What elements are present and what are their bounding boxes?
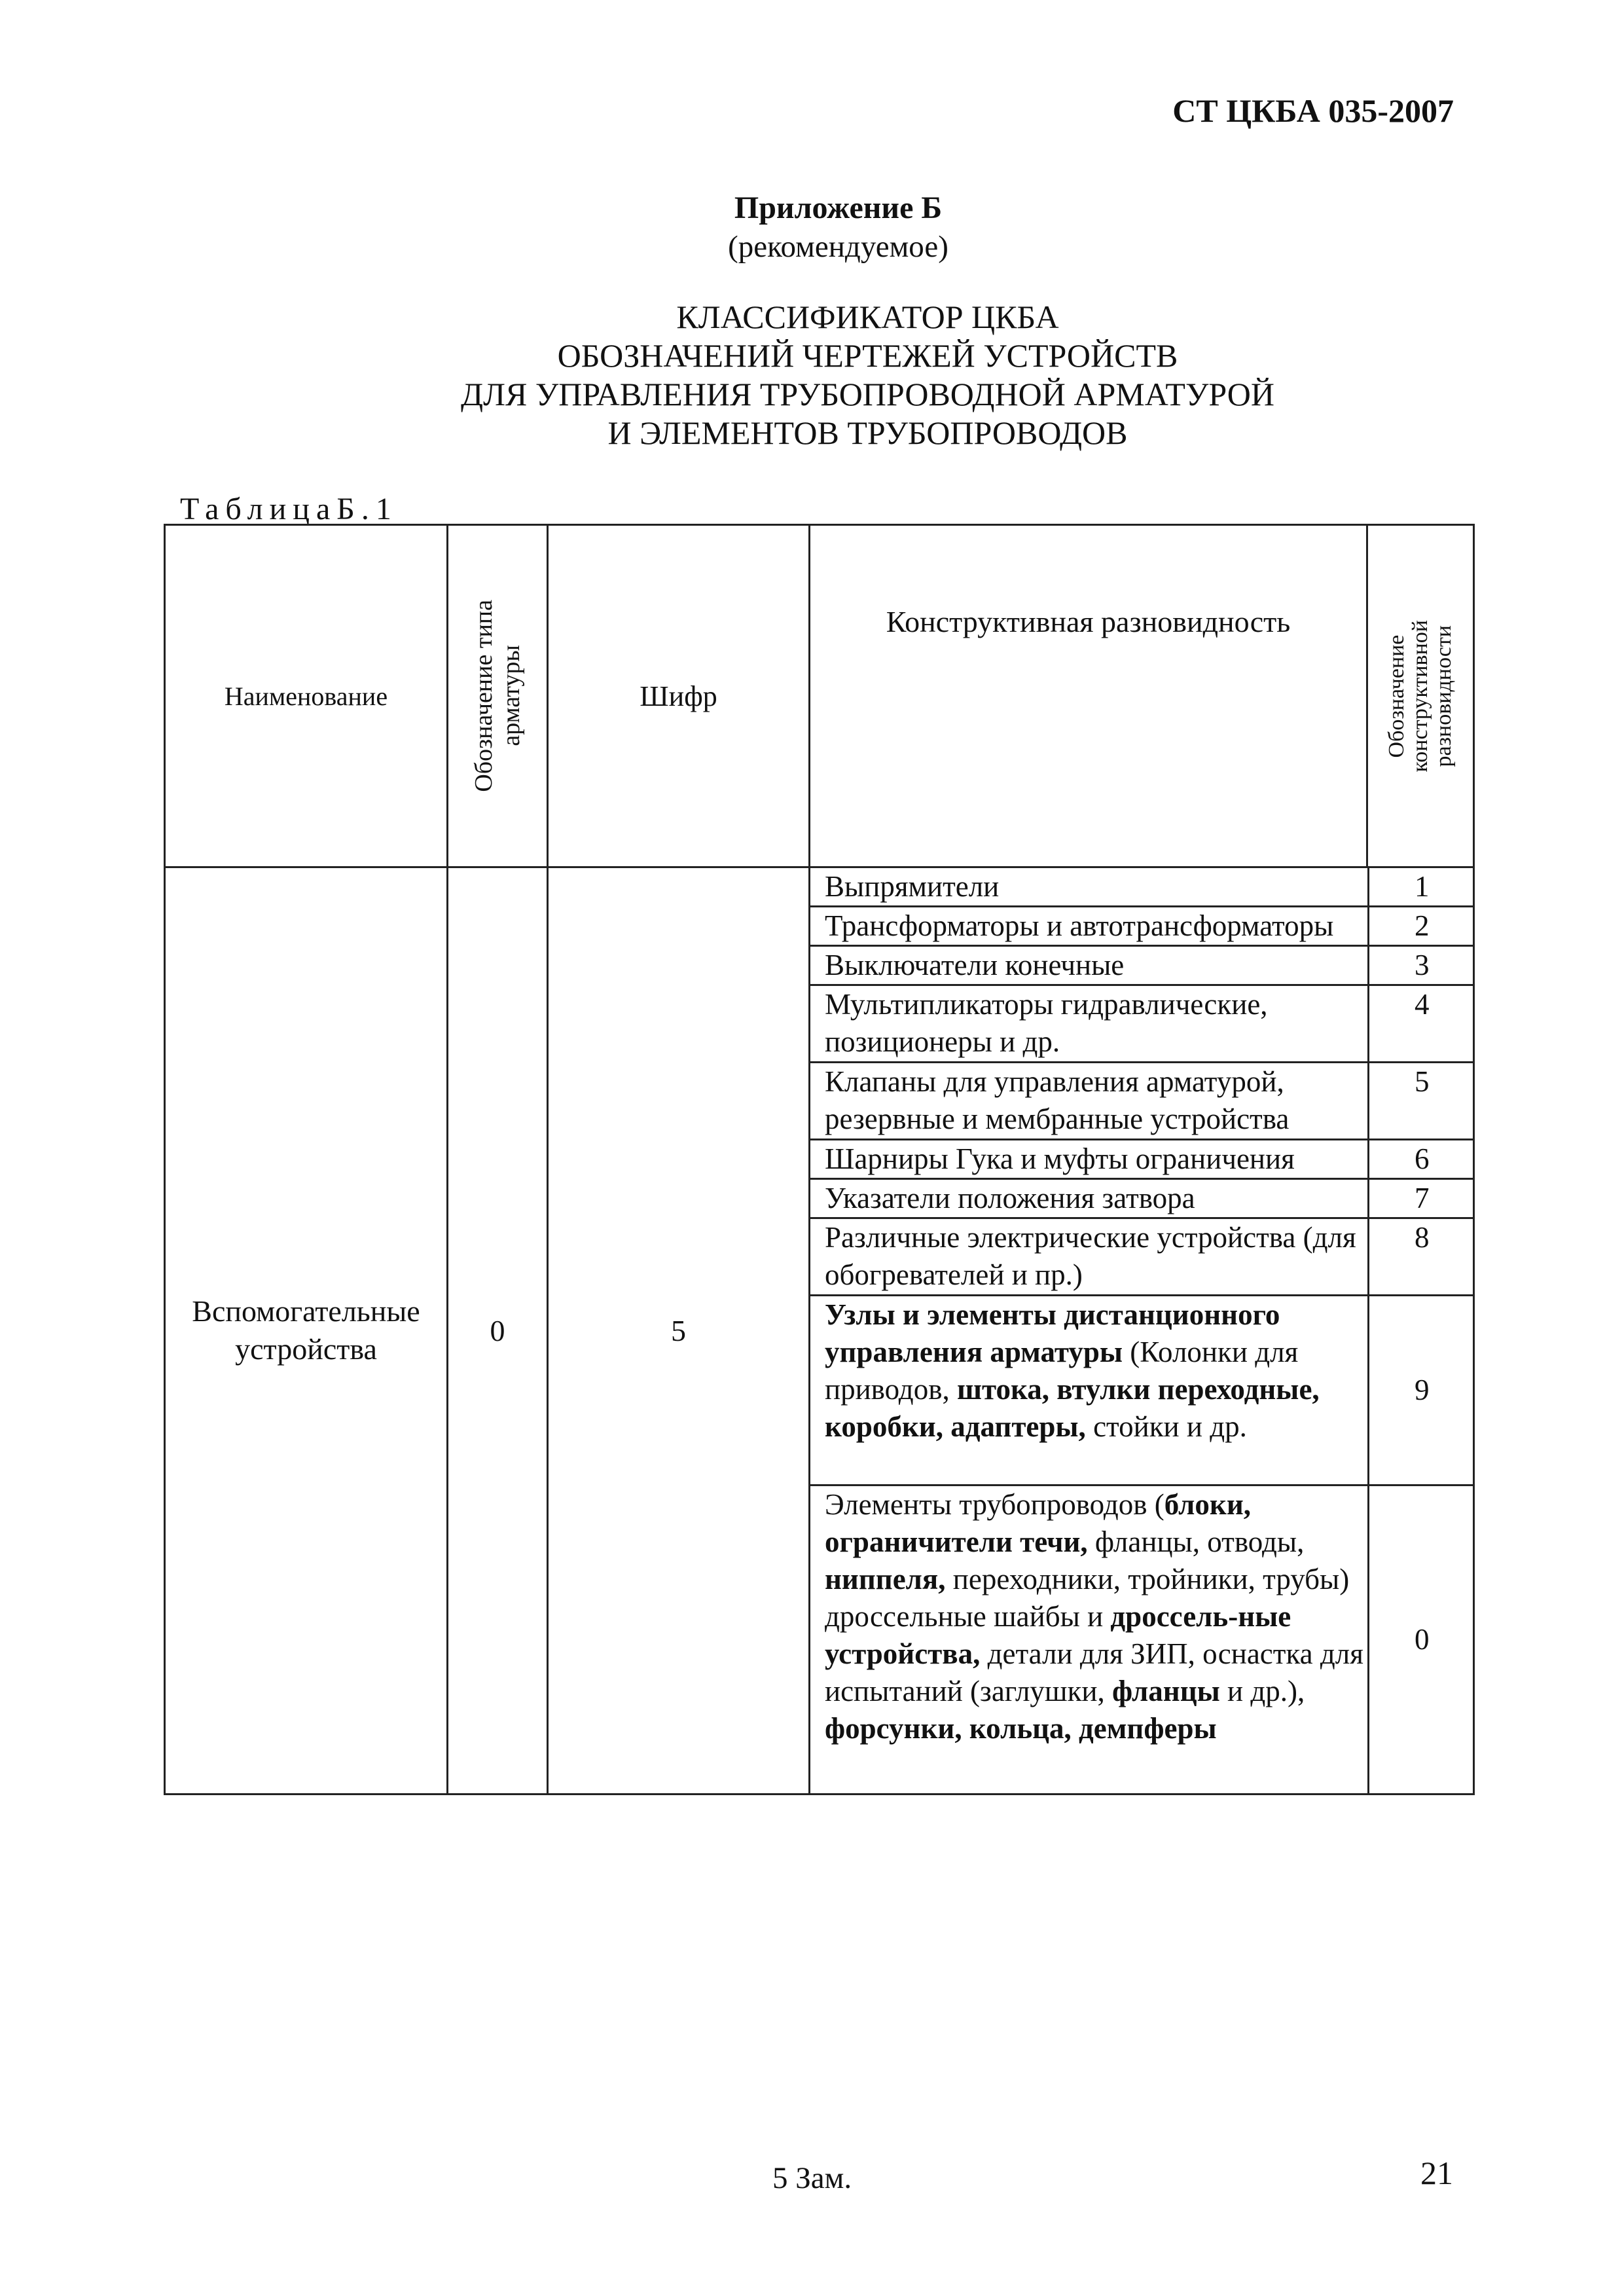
header-type-designation: [448, 525, 548, 867]
variety-text: Различные электрические устройства (для обогревателей и пр.): [810, 1218, 1368, 1296]
variety-text-bold: дроссель-ные устройства,: [825, 1600, 1291, 1670]
variety-number: 4: [1368, 985, 1475, 1063]
classifier-table: [164, 524, 1475, 1795]
header-variety: Конструктивная разновидность: [810, 525, 1367, 867]
variety-text-bold: блоки, ограничители течи,: [825, 1488, 1251, 1558]
device-name: Вспомогательные устройства: [165, 867, 448, 1795]
variety-text: Шарниры Гука и муфты ограничения: [810, 1140, 1368, 1179]
variety-text: [810, 1485, 1368, 1793]
appendix-subtitle: (рекомендуемое): [728, 230, 948, 264]
variety-text-plain: переходники, тройники, трубы) дроссельные шайбы и: [825, 1563, 1350, 1633]
variety-text-plain: и др.),: [1219, 1675, 1305, 1707]
variety-text: [810, 1296, 1368, 1485]
variety-text-bold: форсунки, кольца, демпферы: [825, 1712, 1217, 1745]
appendix-title: Приложение Б: [734, 191, 943, 225]
title-line: И ЭЛЕМЕНТОВ ТРУБОПРОВОДОВ: [607, 414, 1128, 451]
variety-number: 9: [1368, 1296, 1475, 1485]
variety-number: 1: [1368, 868, 1475, 907]
page-number: 21: [1420, 2155, 1453, 2191]
variety-text-plain: фланцы, отводы,: [1087, 1525, 1305, 1558]
variety-text: Клапаны для управления арматурой, резервные и мембранные устройства: [810, 1063, 1368, 1140]
table-label: ТаблицаБ.1: [180, 492, 398, 526]
document-code: СТ ЦКБА 035-2007: [1172, 92, 1454, 129]
header-variety-designation-text: Обозначение конструктивной разновидности: [1384, 619, 1456, 773]
table-row: [810, 1485, 1475, 1793]
title-line: КЛАССИФИКАТОР ЦКБА: [676, 299, 1059, 335]
table-body-row: [165, 867, 1474, 1795]
variety-text-bold: ниппеля,: [825, 1563, 946, 1595]
variety-text: Трансформаторы и автотрансформаторы: [810, 907, 1368, 946]
table-row: [810, 1179, 1475, 1218]
table-row: [810, 1218, 1475, 1296]
variety-text: Выпрямители: [810, 868, 1368, 907]
table-row: [810, 868, 1475, 907]
table-header-row: [165, 525, 1474, 867]
variety-number: 6: [1368, 1140, 1475, 1179]
title-line: ДЛЯ УПРАВЛЕНИЯ ТРУБОПРОВОДНОЙ АРМАТУРОЙ: [460, 376, 1275, 412]
variety-number: 3: [1368, 946, 1475, 985]
header-variety-designation: [1367, 525, 1474, 867]
variety-number: 7: [1368, 1179, 1475, 1218]
variety-text: Указатели положения затвора: [810, 1179, 1368, 1218]
table-row: [810, 946, 1475, 985]
variety-number: 8: [1368, 1218, 1475, 1296]
table-row: [810, 1296, 1475, 1485]
type-designation-value: 0: [448, 867, 548, 1795]
header-type-designation-text: Обозначение типа арматуры: [470, 600, 525, 792]
header-code: Шифр: [548, 525, 810, 867]
variety-text-bold: штока, втулки переходные, коробки, адаптеры,: [825, 1373, 1320, 1443]
footer-change-note: 5 Зам.: [772, 2161, 852, 2195]
variety-text-plain: Элементы трубопроводов (: [825, 1488, 1164, 1521]
table-row: [810, 907, 1475, 946]
variety-number: 2: [1368, 907, 1475, 946]
variety-text-bold: Узлы и элементы дистанционного управления арматуры: [825, 1298, 1280, 1368]
variety-text-plain: (Колонки для приводов,: [825, 1336, 1299, 1406]
variety-text: Мультипликаторы гидравлические, позиционеры и др.: [810, 985, 1368, 1063]
variety-text-bold: фланцы: [1112, 1675, 1220, 1707]
variety-number: 0: [1368, 1485, 1475, 1793]
code-value: 5: [548, 867, 810, 1795]
variety-text-plain: детали для ЗИП, оснастка для испытаний (заглушки,: [825, 1637, 1363, 1707]
variety-list: [810, 867, 1474, 1795]
variety-subtable: [810, 868, 1475, 1793]
classifier-title: [0, 298, 1624, 452]
header-name: Наименование: [165, 525, 448, 867]
table-row: [810, 985, 1475, 1063]
table-row: [810, 1063, 1475, 1140]
variety-text: Выключатели конечные: [810, 946, 1368, 985]
title-line: ОБОЗНАЧЕНИЙ ЧЕРТЕЖЕЙ УСТРОЙСТВ: [557, 337, 1178, 374]
table-row: [810, 1140, 1475, 1179]
variety-text-plain: стойки и др.: [1085, 1410, 1247, 1443]
variety-number: 5: [1368, 1063, 1475, 1140]
